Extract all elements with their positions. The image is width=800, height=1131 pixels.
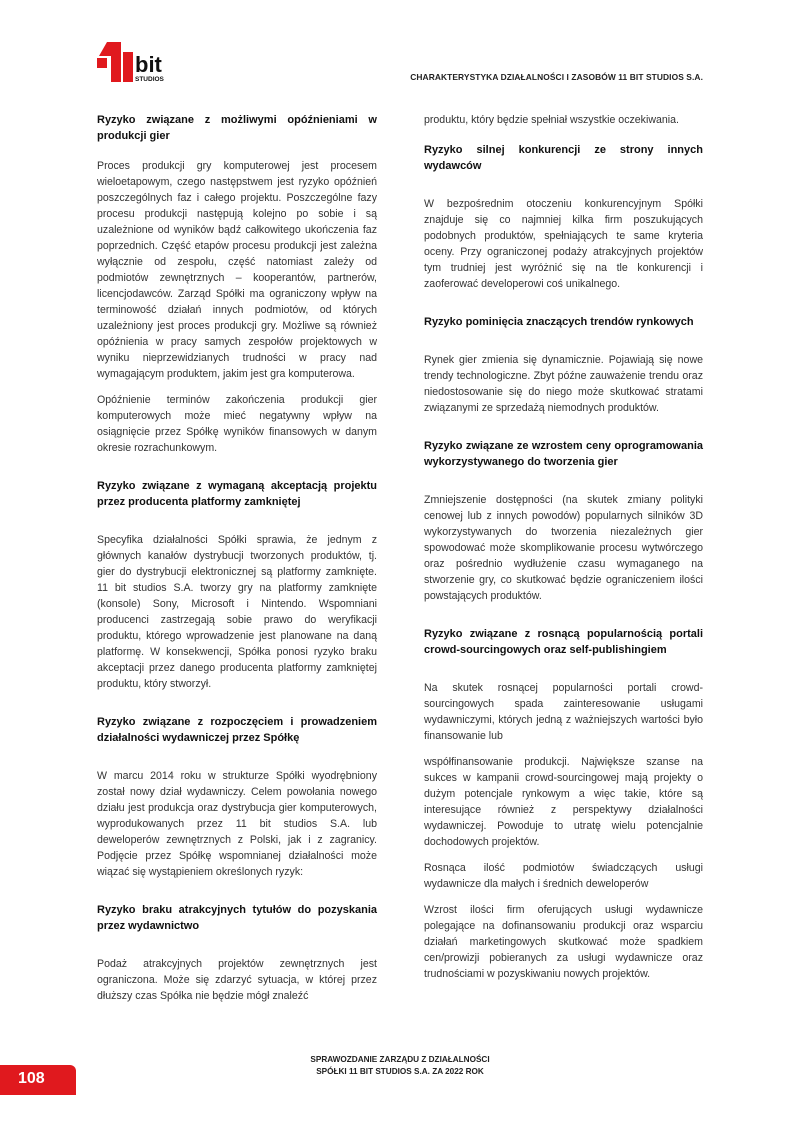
paragraph: Rosnąca ilość podmiotów świadczących usługi wydawnicze dla małych i średnich deweloperów — [424, 862, 703, 890]
logo-11-icon — [97, 42, 177, 82]
left-column — [97, 112, 377, 1014]
section-heading: Ryzyko pominięcia znaczących trendów rynkowych — [424, 316, 694, 328]
page-footer — [0, 1054, 800, 1078]
paragraph: Proces produkcji gry komputerowej jest procesem wieloetapowym, czego następstwem jest ryzyko opóźnień poszczególnych faz i całego projektu. Poszczególne fazy procesu produkcji następują kolejno po sobie i są uzależnione od wyników bądź całkowitego ukończenia faz poprzednich. Część etapów procesu produkcji jest zależna wyłącznie od zespołu, część natomiast zależy od podmiotów zewnętrznych – kooperantów, partnerów, licencjodawców. Zarząd Spółki ma ograniczony wpływ na terminowość działań innych podmiotów, od których uzależniony jest proces produkcji gry. Możliwe są również opóźnienia w pracy samych zespołów projektowych w wyniku nieprzewidzianych trudności w pracy nad wymagającym produktem, jakim jest gra komputerowa. — [97, 160, 377, 380]
company-logo — [97, 42, 177, 82]
paragraph: W bezpośrednim otoczeniu konkurencyjnym Spółki znajduje się co najmniej kilka firm poszukujących podobnych produktów, spełniających te same kryteria oceny. Przy ograniczonej podaży atrakcyjnych projektów tym trudniej jest wyróżnić się na tle konkurencji i zaoferować developerowi coś unikalnego. — [424, 198, 703, 290]
page-number-tab — [0, 1065, 76, 1095]
paragraph: W marcu 2014 roku w strukturze Spółki wyodrębniony został nowy dział wydawniczy. Celem powołania nowego działu jest produkcja oraz dystrybucja gier komputerowych, wyprodukowanych przez 11 bit studios S.A. lub deweloperów zewnętrznych z Polski, jak i z zagranicy. Podjęcie przez Spółkę wspomnianej działalności może wiązać się wystąpieniem określonych ryzyk: — [97, 770, 377, 878]
paragraph: Rynek gier zmienia się dynamicznie. Pojawiają się nowe trendy technologiczne. Zbyt późne zauważenie trendu oraz niedostosowanie się do niego może skutkować stratami związanymi ze sprzedażą niemodnych produktów. — [424, 354, 703, 414]
logo-wordmark: bit — [135, 52, 162, 77]
section-heading: Ryzyko związane z rosnącą popularnością portali crowd-sourcingowych oraz self-publishingiem — [424, 628, 703, 656]
section-heading: Ryzyko związane z możliwymi opóźnieniami w produkcji gier — [97, 114, 377, 142]
page-number: 108 — [18, 1070, 45, 1087]
section-heading: Ryzyko związane z wymaganą akceptacją projektu przez producenta platformy zamkniętej — [97, 480, 377, 508]
section-heading: Ryzyko związane ze wzrostem ceny oprogramowania wykorzystywanego do tworzenia gier — [424, 440, 703, 468]
footer-line: SPRAWOZDANIE ZARZĄDU Z DZIAŁALNOŚCI — [310, 1055, 490, 1064]
paragraph: Opóźnienie terminów zakończenia produkcji gier komputerowych może mieć negatywny wpływ na osiągnięcie przez Spółkę wyników finansowych w danym okresie rozrachunkowym. — [97, 394, 377, 454]
footer-line: SPÓŁKI 11 BIT STUDIOS S.A. ZA 2022 ROK — [316, 1067, 484, 1076]
logo-subtext: STUDIOS — [135, 76, 164, 82]
paragraph: Specyfika działalności Spółki sprawia, że jednym z głównych kanałów dystrybucji tworzonych produktów, tj. gier do dystrybucji elektronicznej są platformy zamknięte. 11 bit studios S.A. tworzy gry na platformy zamknięte (konsole) Sony, Microsoft i Nintendo. Wspomniani producenci zastrzegają sobie prawo do weryfikacji produktu, którego wprowadzenie jest planowane na daną platformę. W konsekwencji, Spółka ponosi ryzyko braku akceptacji przez danego producenta platformy zamkniętej produktu, który stworzył. — [97, 534, 377, 690]
running-header: CHARAKTERYSTYKA DZIAŁALNOŚCI I ZASOBÓW 11 BIT STUDIOS S.A. — [410, 72, 703, 82]
section-heading: Ryzyko silnej konkurencji ze strony innych wydawców — [424, 144, 703, 172]
paragraph: Na skutek rosnącej popularności portali crowd-sourcingowych spada zainteresowanie usługami wydawniczymi, których jedną z ważniejszych wartości było finansowanie lub — [424, 682, 703, 742]
paragraph: współfinansowanie produkcji. Największe szanse na sukces w kampanii crowd-sourcingowej mają projekty o dużym potencjale rynkowym a więc takie, które są interesujące również z perspektywy działalności wydawniczej. Powoduje to utratę wielu potencjalnie dochodowych projektów. — [424, 756, 703, 848]
right-column — [424, 112, 703, 992]
paragraph: Podaż atrakcyjnych projektów zewnętrznych jest ograniczona. Może się zdarzyć sytuacja, w której przez dłuższy czas Spółka nie będzie mógł znaleźć — [97, 958, 377, 1002]
paragraph: produktu, który będzie spełniał wszystkie oczekiwania. — [424, 114, 679, 126]
paragraph: Zmniejszenie dostępności (na skutek zmiany polityki cenowej lub z innych powodów) popularnych silników 3D wykorzystywanych do tworzenia niezależnych gier spowodować może skomplikowanie procesu wytwórczego oraz pośrednio wydłużenie czasu wymaganego na stworzenie gry, co skutkować będzie ograniczeniem ilości powstających produktów. — [424, 494, 703, 602]
paragraph: Wzrost ilości firm oferujących usługi wydawnicze polegające na dofinansowaniu produkcji oraz wsparciu działań marketingowych skutkować może spadkiem cen/prowizji pobieranych za usługi wydawnicze oraz trudnościami w pozyskiwaniu nowych projektów. — [424, 904, 703, 980]
section-heading: Ryzyko braku atrakcyjnych tytułów do pozyskania przez wydawnictwo — [97, 904, 377, 932]
section-heading: Ryzyko związane z rozpoczęciem i prowadzeniem działalności wydawniczej przez Spółkę — [97, 716, 377, 744]
